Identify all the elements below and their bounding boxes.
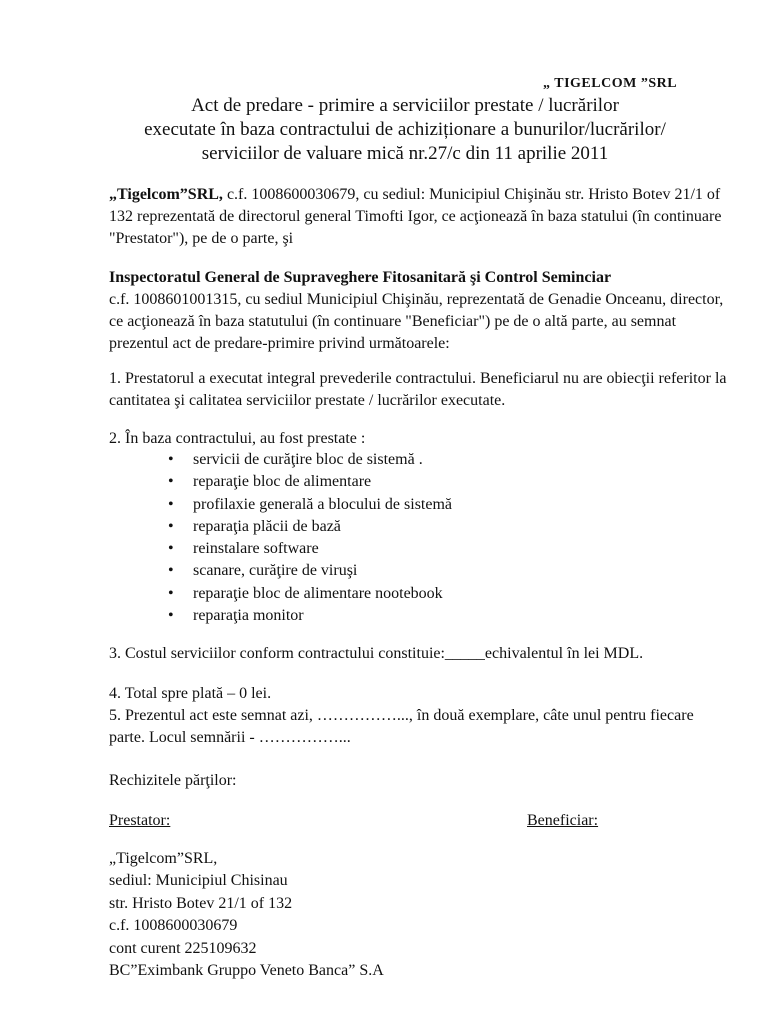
bullet-icon: • (168, 473, 174, 491)
services-list (168, 449, 668, 627)
service-label: reparaţia plăcii de bază (193, 517, 341, 535)
company-header: „ TIGELCOM ”SRL (543, 76, 678, 91)
prestator-signature-label: Prestator: (109, 812, 171, 829)
beneficiar-details: c.f. 1008601001315, cu sediul Municipiul Chişinău, reprezentată de Genadie Onceanu, director, ce acţionează în baza statutului (în continuare "Beneficiar") pe de o altă parte, au semnat prezentul act de predare-primire privind următoarele: (109, 291, 724, 352)
clause-5: 5. Prezentul act este semnat azi, ……………..., în două exemplare, câte unul pentru fiecare parte. Locul semnării - ……………... (109, 707, 694, 746)
requisite-line: BC”Eximbank Gruppo Veneto Banca” S.A (109, 961, 384, 979)
prestator-name: „Tigelcom”SRL, (109, 186, 223, 203)
list-item (168, 471, 668, 493)
requisite-line: c.f. 1008600030679 (109, 917, 238, 935)
title-line-1: Act de predare - primire a serviciilor prestate / lucrărilor (191, 95, 619, 116)
clause-4: 4. Total spre plată – 0 lei. (109, 685, 272, 702)
bullet-icon: • (168, 517, 174, 535)
list-item (168, 560, 668, 582)
list-item (168, 449, 668, 471)
list-item (168, 516, 668, 538)
list-item (168, 583, 668, 605)
service-label: reparaţie bloc de alimentare nootebook (193, 584, 443, 602)
party-prestator-paragraph (109, 184, 729, 250)
service-label: servicii de curăţire bloc de sistemă . (193, 451, 423, 468)
document-title (100, 94, 710, 166)
service-label: reparaţie bloc de alimentare (193, 473, 372, 491)
clause-2: 2. În baza contractului, au fost prestate : (109, 430, 366, 447)
service-label: profilaxie generală a blocului de sistemă (193, 495, 453, 513)
service-label: reparaţia monitor (193, 607, 304, 625)
bullet-icon: • (168, 540, 174, 558)
beneficiar-name: Inspectoratul General de Supraveghere Fitosanitară şi Control Seminciar (109, 269, 612, 286)
requisite-line: cont curent 225109632 (109, 939, 257, 957)
bullet-icon: • (168, 584, 174, 602)
service-label: reinstalare software (193, 540, 319, 558)
parties-details-heading: Rechizitele părţilor: (109, 772, 237, 789)
clause-1: 1. Prestatorul a executat integral prevederile contractului. Beneficiarul nu are obiecţii referitor la cantitatea şi calitatea serviciilor prestate / lucrărilor executate. (109, 370, 727, 409)
service-label: scanare, curăţire de viruşi (193, 562, 358, 580)
requisite-line: str. Hristo Botev 21/1 of 132 (109, 894, 293, 912)
prestator-details: c.f. 1008600030679, cu sediul: Municipiul Chişinău str. Hristo Botev 21/1 of 132 reprezentată de directorul general Timofti Igor, ce acţionează în baza statului (în continuare "Prestator"), pe de o parte, şi (109, 186, 722, 247)
list-item (168, 538, 668, 560)
beneficiar-signature-label: Beneficiar: (527, 812, 599, 829)
prestator-requisites (109, 848, 509, 982)
requisite-line: sediul: Municipiul Chisinau (109, 872, 288, 890)
bullet-icon: • (168, 607, 174, 625)
bullet-icon: • (168, 562, 174, 580)
bullet-icon: • (168, 451, 174, 468)
bullet-icon: • (168, 495, 174, 513)
title-line-3: serviciilor de valuare mică nr.27/c din 11 aprilie 2011 (201, 143, 609, 164)
clause-3: 3. Costul serviciilor conform contractului constituie:_____echivalentul în lei MDL. (109, 645, 644, 662)
title-line-2: executate în baza contractului de achiziționare a bunurilor/lucrărilor/ (144, 119, 666, 140)
party-beneficiar-paragraph (109, 267, 729, 355)
list-item (168, 605, 668, 627)
requisite-line: „Tigelcom”SRL, (109, 850, 218, 867)
list-item (168, 494, 668, 516)
